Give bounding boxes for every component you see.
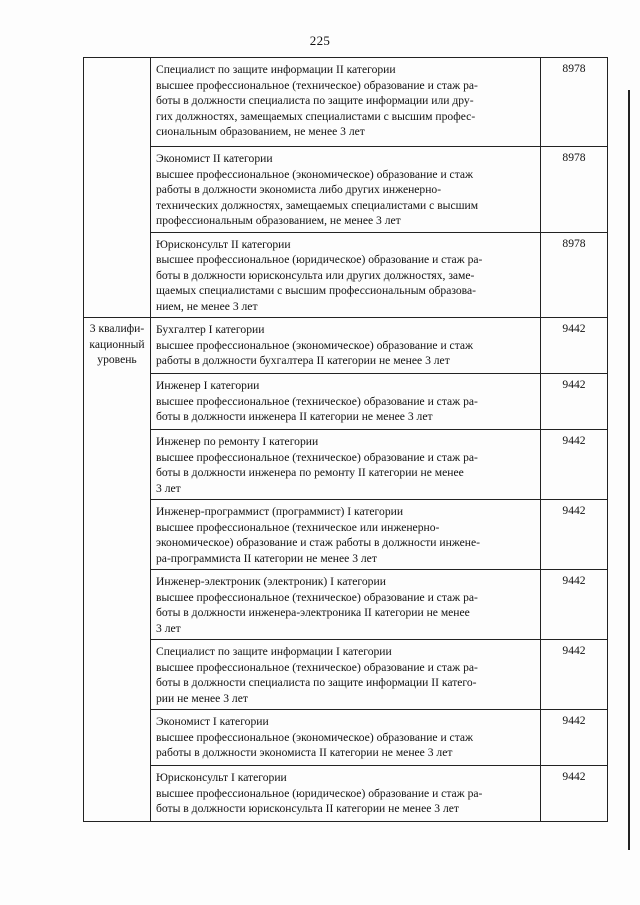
position-description-cell: [151, 58, 541, 147]
position-description-cell: [151, 766, 541, 822]
salary-table-body: [84, 58, 608, 822]
salary-cell: [541, 147, 608, 233]
position-description-cell: [151, 318, 541, 374]
salary-cell: [541, 640, 608, 710]
position-requirement-line: боты в должности юрисконсульта или других должностях, заме-: [156, 268, 475, 282]
salary-cell: [541, 500, 608, 570]
position-requirement-line: технических должностях, замещаемых специалистами с высшим: [156, 198, 479, 212]
qualification-level-cell: [84, 318, 151, 822]
position-requirement-line: высшее профессиональное (экономическое) образование и стаж: [156, 730, 474, 744]
salary-table: [83, 57, 608, 822]
position-description-cell: [151, 500, 541, 570]
position-requirement-line: профессиональным образованием, не менее 3 лет: [156, 214, 401, 227]
position-title: Экономист II категории: [156, 152, 273, 165]
table-row: [84, 147, 608, 233]
position-requirement-line: высшее профессиональное (техническое) образование и стаж ра-: [156, 590, 478, 604]
salary-value: 9442: [562, 504, 586, 517]
position-requirement-line: боты в должности инженера-электроника II категории не менее: [156, 606, 470, 619]
position-requirement-line: ра-программиста II категории не менее 3 лет: [156, 551, 377, 565]
salary-cell: [541, 232, 608, 318]
position-title: Специалист по защите информации I категории: [156, 645, 392, 658]
qualification-level-line: уровень: [97, 353, 137, 366]
position-requirement-line: нием, не менее 3 лет: [156, 299, 258, 313]
position-requirement-line: 3 лет: [156, 481, 181, 495]
salary-value: 9442: [562, 714, 586, 727]
position-requirement-line: боты в должности юрисконсульта II категории не менее 3 лет: [156, 802, 459, 815]
position-requirement-line: экономическое) образование и стаж работы в должности инжене-: [156, 536, 480, 549]
salary-value: 8978: [562, 236, 586, 250]
salary-value: 8978: [562, 62, 586, 75]
qualification-level-line: 3 квалифи-: [89, 322, 145, 335]
salary-value: 9442: [562, 378, 586, 391]
position-title: Специалист по защите информации II категории: [156, 63, 396, 76]
position-requirement-line: боты в должности инженера по ремонту II категории не менее: [156, 466, 464, 479]
position-title: Инженер по ремонту I категории: [156, 435, 319, 448]
salary-value: 9442: [562, 770, 586, 783]
position-requirement-line: щаемых специалистами с высшим профессиональным образова-: [156, 284, 477, 297]
position-requirement-line: высшее профессиональное (техническое) образование и стаж ра-: [156, 78, 478, 92]
table-row: [84, 640, 608, 710]
position-description-cell: [151, 710, 541, 766]
position-title: Юрисконсульт II категории: [156, 237, 291, 251]
position-requirement-line: работы в должности бухгалтера II категории не менее 3 лет: [156, 354, 450, 367]
table-row: [84, 232, 608, 318]
salary-cell: [541, 570, 608, 640]
position-description-cell: [151, 374, 541, 430]
position-requirement-line: высшее профессиональное (техническое) образование и стаж ра-: [156, 450, 478, 464]
position-title: Экономист I категории: [156, 715, 269, 728]
qualification-level-label: [84, 318, 150, 368]
position-requirement-line: высшее профессиональное (юридическое) образование и стаж ра-: [156, 786, 483, 800]
position-requirement-line: рии не менее 3 лет: [156, 691, 248, 705]
table-row: [84, 766, 608, 822]
position-requirement-line: высшее профессиональное (экономическое) образование и стаж: [156, 167, 474, 181]
page-edge-rule: [628, 90, 630, 850]
position-title: Инженер I категории: [156, 379, 260, 392]
table-row: [84, 430, 608, 500]
salary-cell: [541, 318, 608, 374]
table-row: [84, 500, 608, 570]
position-requirement-line: высшее профессиональное (техническое) образование и стаж ра-: [156, 394, 478, 408]
position-requirement-line: высшее профессиональное (экономическое) образование и стаж: [156, 338, 474, 352]
position-requirement-line: работы в должности экономиста либо других инженерно-: [156, 183, 442, 196]
position-requirement-line: боты в должности инженера II категории не менее 3 лет: [156, 410, 433, 423]
salary-cell: [541, 430, 608, 500]
salary-value: 9442: [562, 644, 586, 657]
table-row: [84, 710, 608, 766]
salary-value: 9442: [562, 574, 586, 587]
qualification-level-cell: [84, 58, 151, 318]
position-description-cell: [151, 570, 541, 640]
salary-value: 9442: [562, 434, 586, 447]
position-requirement-line: работы в должности экономиста II категории не менее 3 лет: [156, 746, 453, 759]
qualification-level-line: кационный: [89, 337, 145, 351]
position-description-cell: [151, 640, 541, 710]
salary-cell: [541, 766, 608, 822]
position-title: Инженер-программист (программист) I категории: [156, 505, 404, 518]
table-row: [84, 374, 608, 430]
position-requirement-line: гих должностях, замещаемых специалистами с высшим профес-: [156, 109, 476, 123]
position-requirement-line: сиональным образованием, не менее 3 лет: [156, 125, 365, 138]
position-requirement-line: высшее профессиональное (техническое или инженерно-: [156, 520, 440, 534]
position-description-cell: [151, 232, 541, 318]
table-row: [84, 318, 608, 374]
salary-cell: [541, 58, 608, 147]
page-number: 225: [309, 33, 331, 48]
salary-cell: [541, 710, 608, 766]
salary-cell: [541, 374, 608, 430]
position-requirement-line: боты в должности специалиста по защите информации II катего-: [156, 676, 477, 689]
salary-value: 9442: [562, 322, 586, 335]
position-title: Инженер-электроник (электроник) I категории: [156, 575, 386, 588]
position-requirement-line: 3 лет: [156, 621, 181, 635]
table-row: [84, 58, 608, 147]
position-description-cell: [151, 147, 541, 233]
position-requirement-line: высшее профессиональное (техническое) образование и стаж ра-: [156, 660, 478, 674]
salary-value: 8978: [562, 151, 586, 164]
position-title: Юрисконсульт I категории: [156, 771, 287, 784]
table-row: [84, 570, 608, 640]
position-requirement-line: боты в должности специалиста по защите информации или дру-: [156, 94, 474, 107]
position-description-cell: [151, 430, 541, 500]
position-title: Бухгалтер I категории: [156, 323, 265, 336]
position-requirement-line: высшее профессиональное (юридическое) образование и стаж ра-: [156, 253, 483, 266]
